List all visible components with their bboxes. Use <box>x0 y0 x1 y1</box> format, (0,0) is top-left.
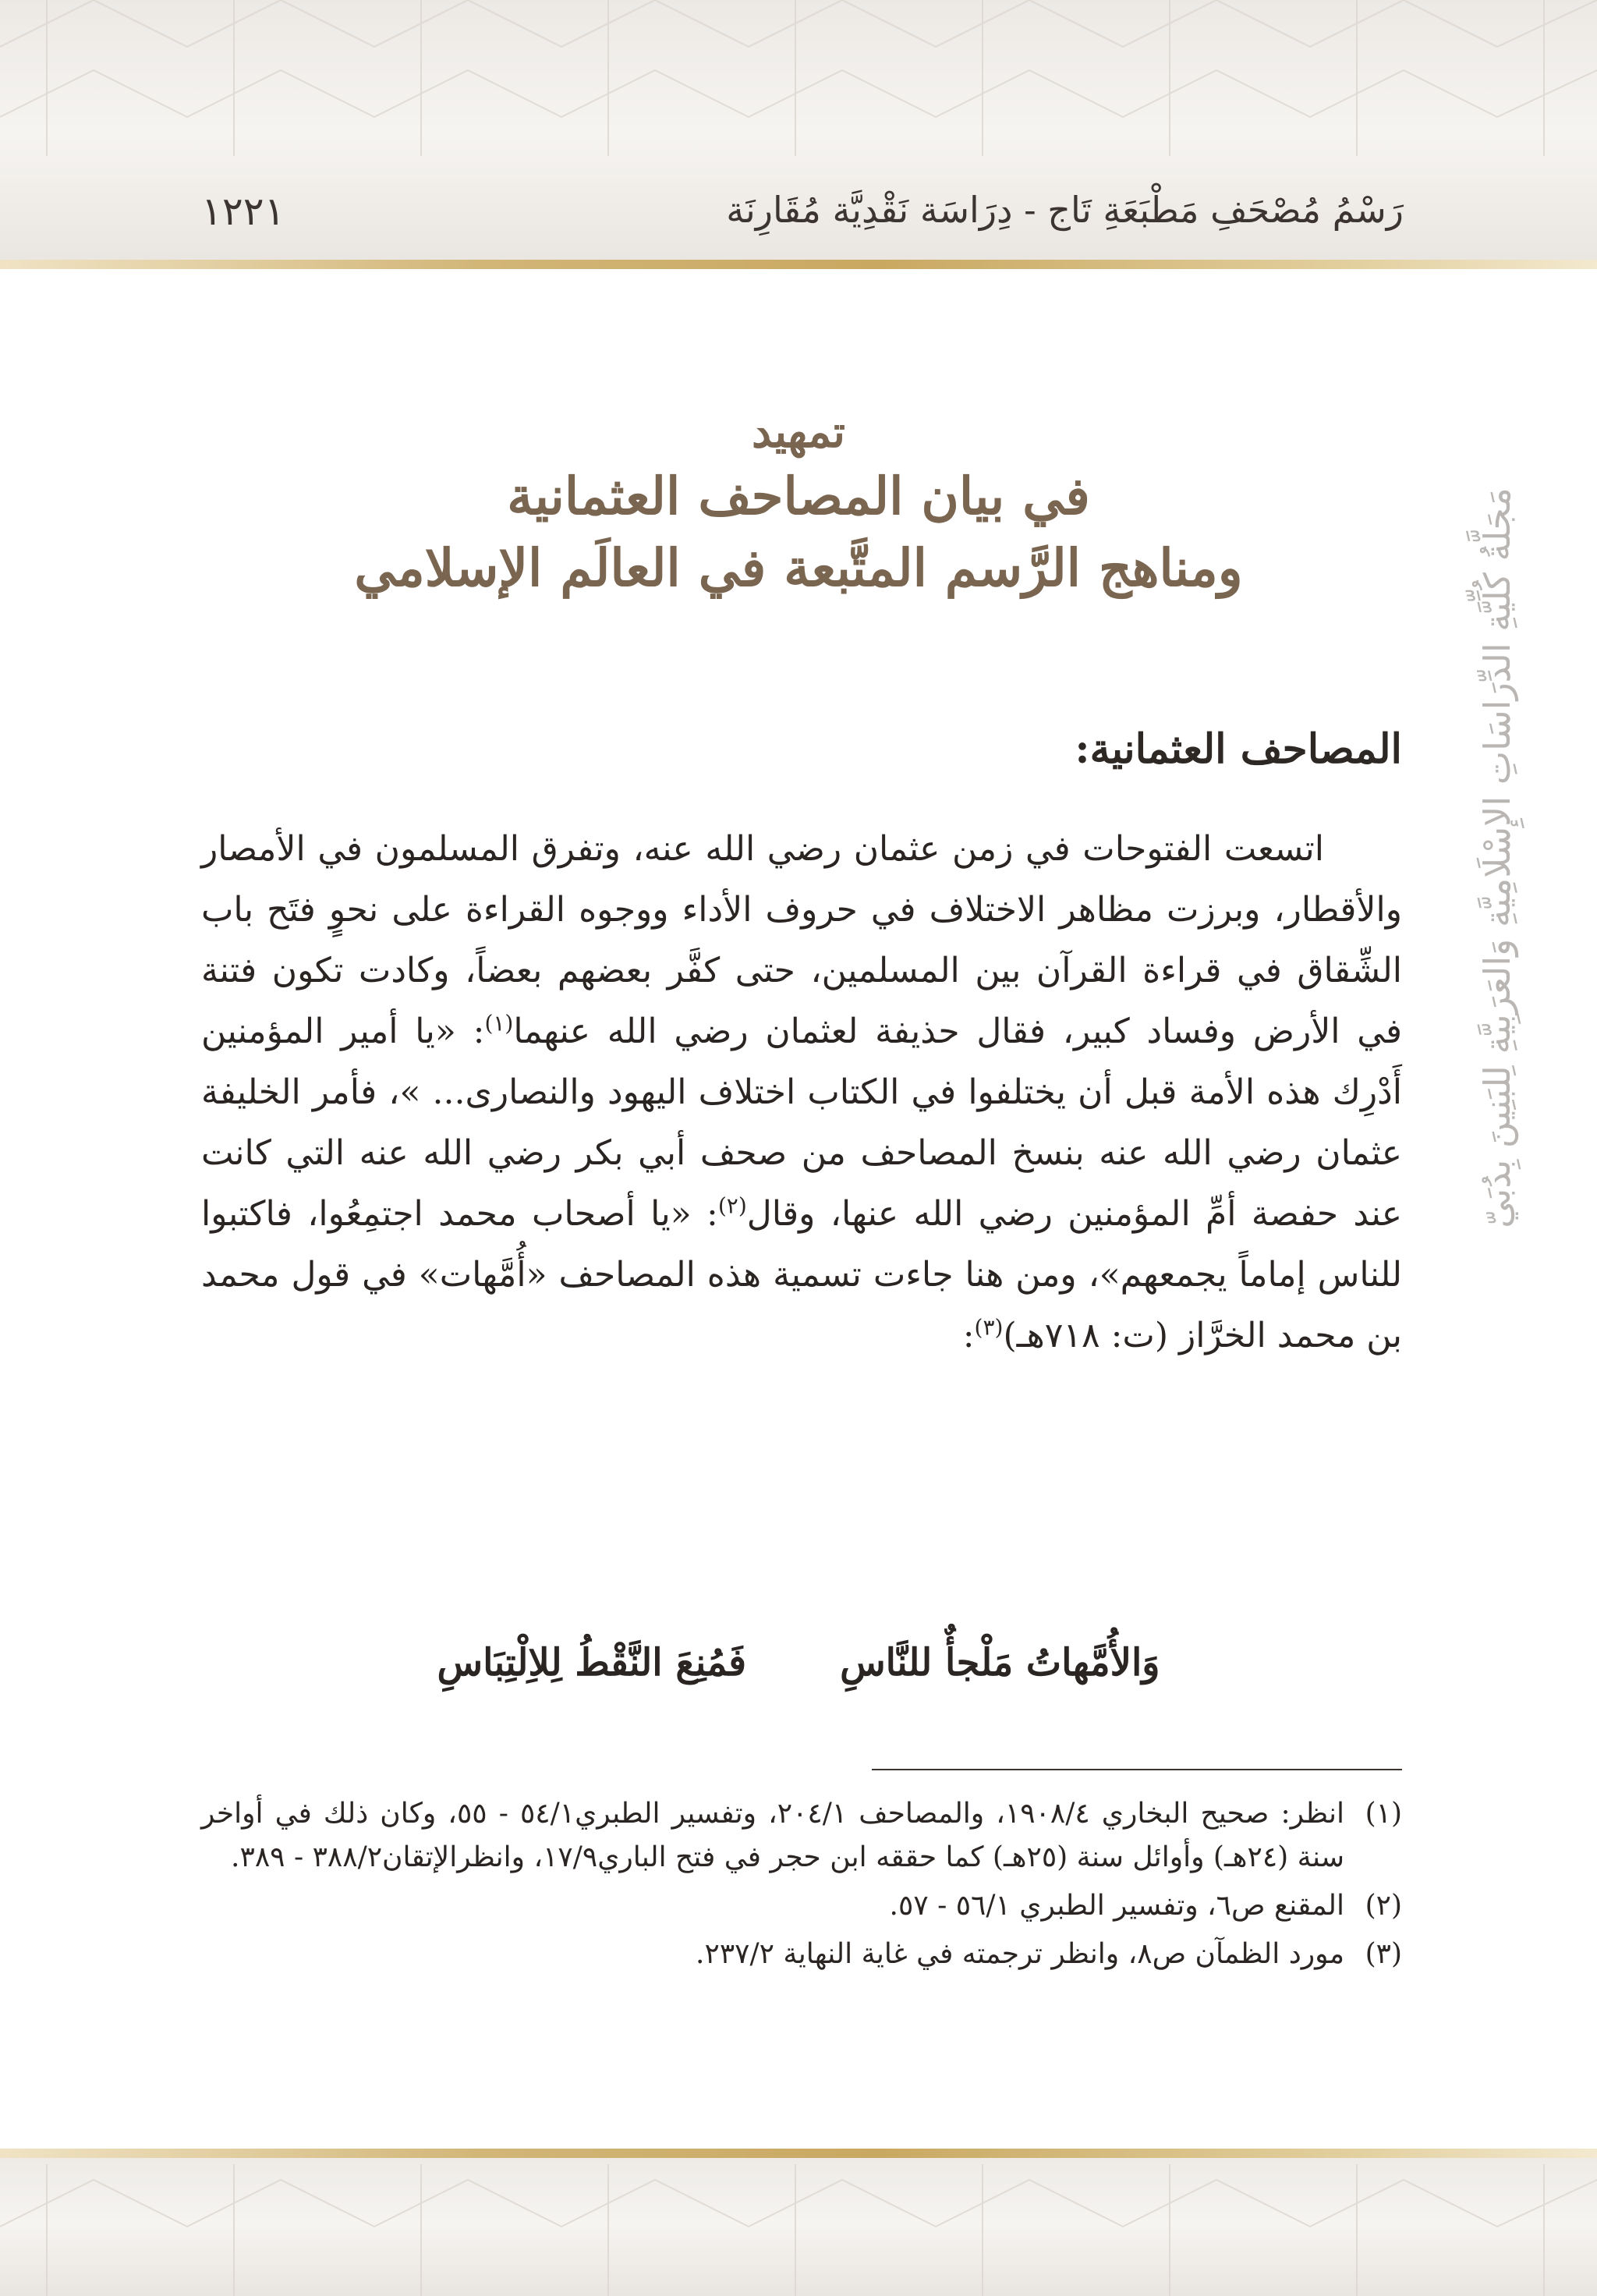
geometric-pattern-decoration <box>0 2149 1597 2296</box>
title-line-2: في بيان المصاحف العثمانية <box>507 466 1090 526</box>
page-number: ١٢٢١ <box>201 189 285 234</box>
footnote-text: انظر: صحيح البخاري ١٩٠٨/٤، والمصاحف ٢٠٤/١، وتفسير الطبري٥٤/١ - ٥٥، وكان ذلك في أواخر سنة (٢٤هـ) وأوائل سنة (٢٥هـ) كما حققه ابن حجر في فتح الباري١٧/٩، وانظرالإتقان٣٨٨/٢ - ٣٨٩. <box>201 1798 1344 1873</box>
footnote-text: مورد الظمآن ص٨، وانظر ترجمته في غاية النهاية ٢٣٧/٢. <box>696 1938 1344 1970</box>
poem-verse <box>195 1641 1402 1685</box>
poem-hemistich-2: فَمُنِعَ النَّقْطُ لِلاِلْتِبَاسِ <box>437 1641 747 1685</box>
footnote-number: (٣) <box>1365 1938 1402 1970</box>
running-header-title: رَسْمُ مُصْحَفِ مَطْبَعَةِ تَاج - دِرَاسَة نَقْدِيَّة مُقَارِنَة <box>726 189 1404 231</box>
body-text-part-2: : «يا أمير المؤمنين أَدْرِك هذه الأمة قبل أن يختلفوا في الكتاب اختلاف اليهود والنصارى... »، فأمر الخليفة عثمان رضي الله عنه بنسخ المصاحف من صحف أبي بكر رضي الله عنه التي كانت عند حفصة أمِّ المؤمنين رضي الله عنها، وقال <box>201 1012 1402 1234</box>
body-text-part-4: : <box>962 1316 975 1355</box>
body-paragraph <box>201 819 1402 1366</box>
footnote-separator <box>872 1769 1402 1770</box>
footnote <box>201 1884 1402 1928</box>
footnote-ref-1: (١) <box>484 1010 514 1036</box>
chapter-titles <box>187 404 1410 604</box>
footer-band <box>0 2149 1597 2296</box>
title-line-3: ومناهج الرَّسم المتَّبعة في العالَم الإسلامي <box>354 537 1243 598</box>
footnote-number: (١) <box>1365 1798 1402 1830</box>
journal-vertical-title: مَجَلَّةُ كُلِّيَّةِ الدِّرَاسَاتِ الإِسْلَامِيَّةِ وَالعَرَبِيَّةِ لِلبَنِينَ بِدُبَيّ <box>1476 487 1518 1228</box>
poem-hemistich-1: وَالأُمَّهاتُ مَلْجأٌ للنَّاسِ <box>840 1641 1160 1685</box>
footnote-ref-3: (٣) <box>974 1314 1004 1341</box>
header-band <box>0 0 1597 269</box>
body-text-part-3: : «يا أصحاب محمد اجتمِعُوا، فاكتبوا للناس إماماً يجمعهم»، ومن هنا جاءت تسمية هذه المصاحف «أُمَّهات» في قول محمد بن محمد الخرَّاز (ت: ٧١٨هـ) <box>201 1194 1402 1355</box>
footnotes <box>201 1792 1402 1981</box>
footnote-ref-2: (٢) <box>717 1192 747 1219</box>
footnote-number: (٢) <box>1365 1890 1402 1922</box>
footnote-text: المقنع ص٦، وتفسير الطبري ٥٦/١ - ٥٧. <box>889 1890 1344 1922</box>
footnote <box>201 1792 1402 1880</box>
footnote <box>201 1933 1402 1976</box>
title-line-1: تمهيد <box>751 406 846 458</box>
section-heading: المصاحف العثمانية: <box>1075 725 1402 773</box>
header-gold-rule <box>0 260 1597 269</box>
body-text-part-1: اتسعت الفتوحات في زمن عثمان رضي الله عنه، وتفرق المسلمون في الأمصار والأقطار، وبرزت مظاهر الاختلاف في حروف الأداء ووجوه القراءة على نحوٍ فتَح باب الشِّقاق في قراءة القرآن بين المسلمين، حتى كفَّر بعضهم بعضاً، وكادت تكون فتنة في الأرض وفساد كبير، فقال حذيفة لعثمان رضي الله عنهما <box>201 829 1402 1051</box>
